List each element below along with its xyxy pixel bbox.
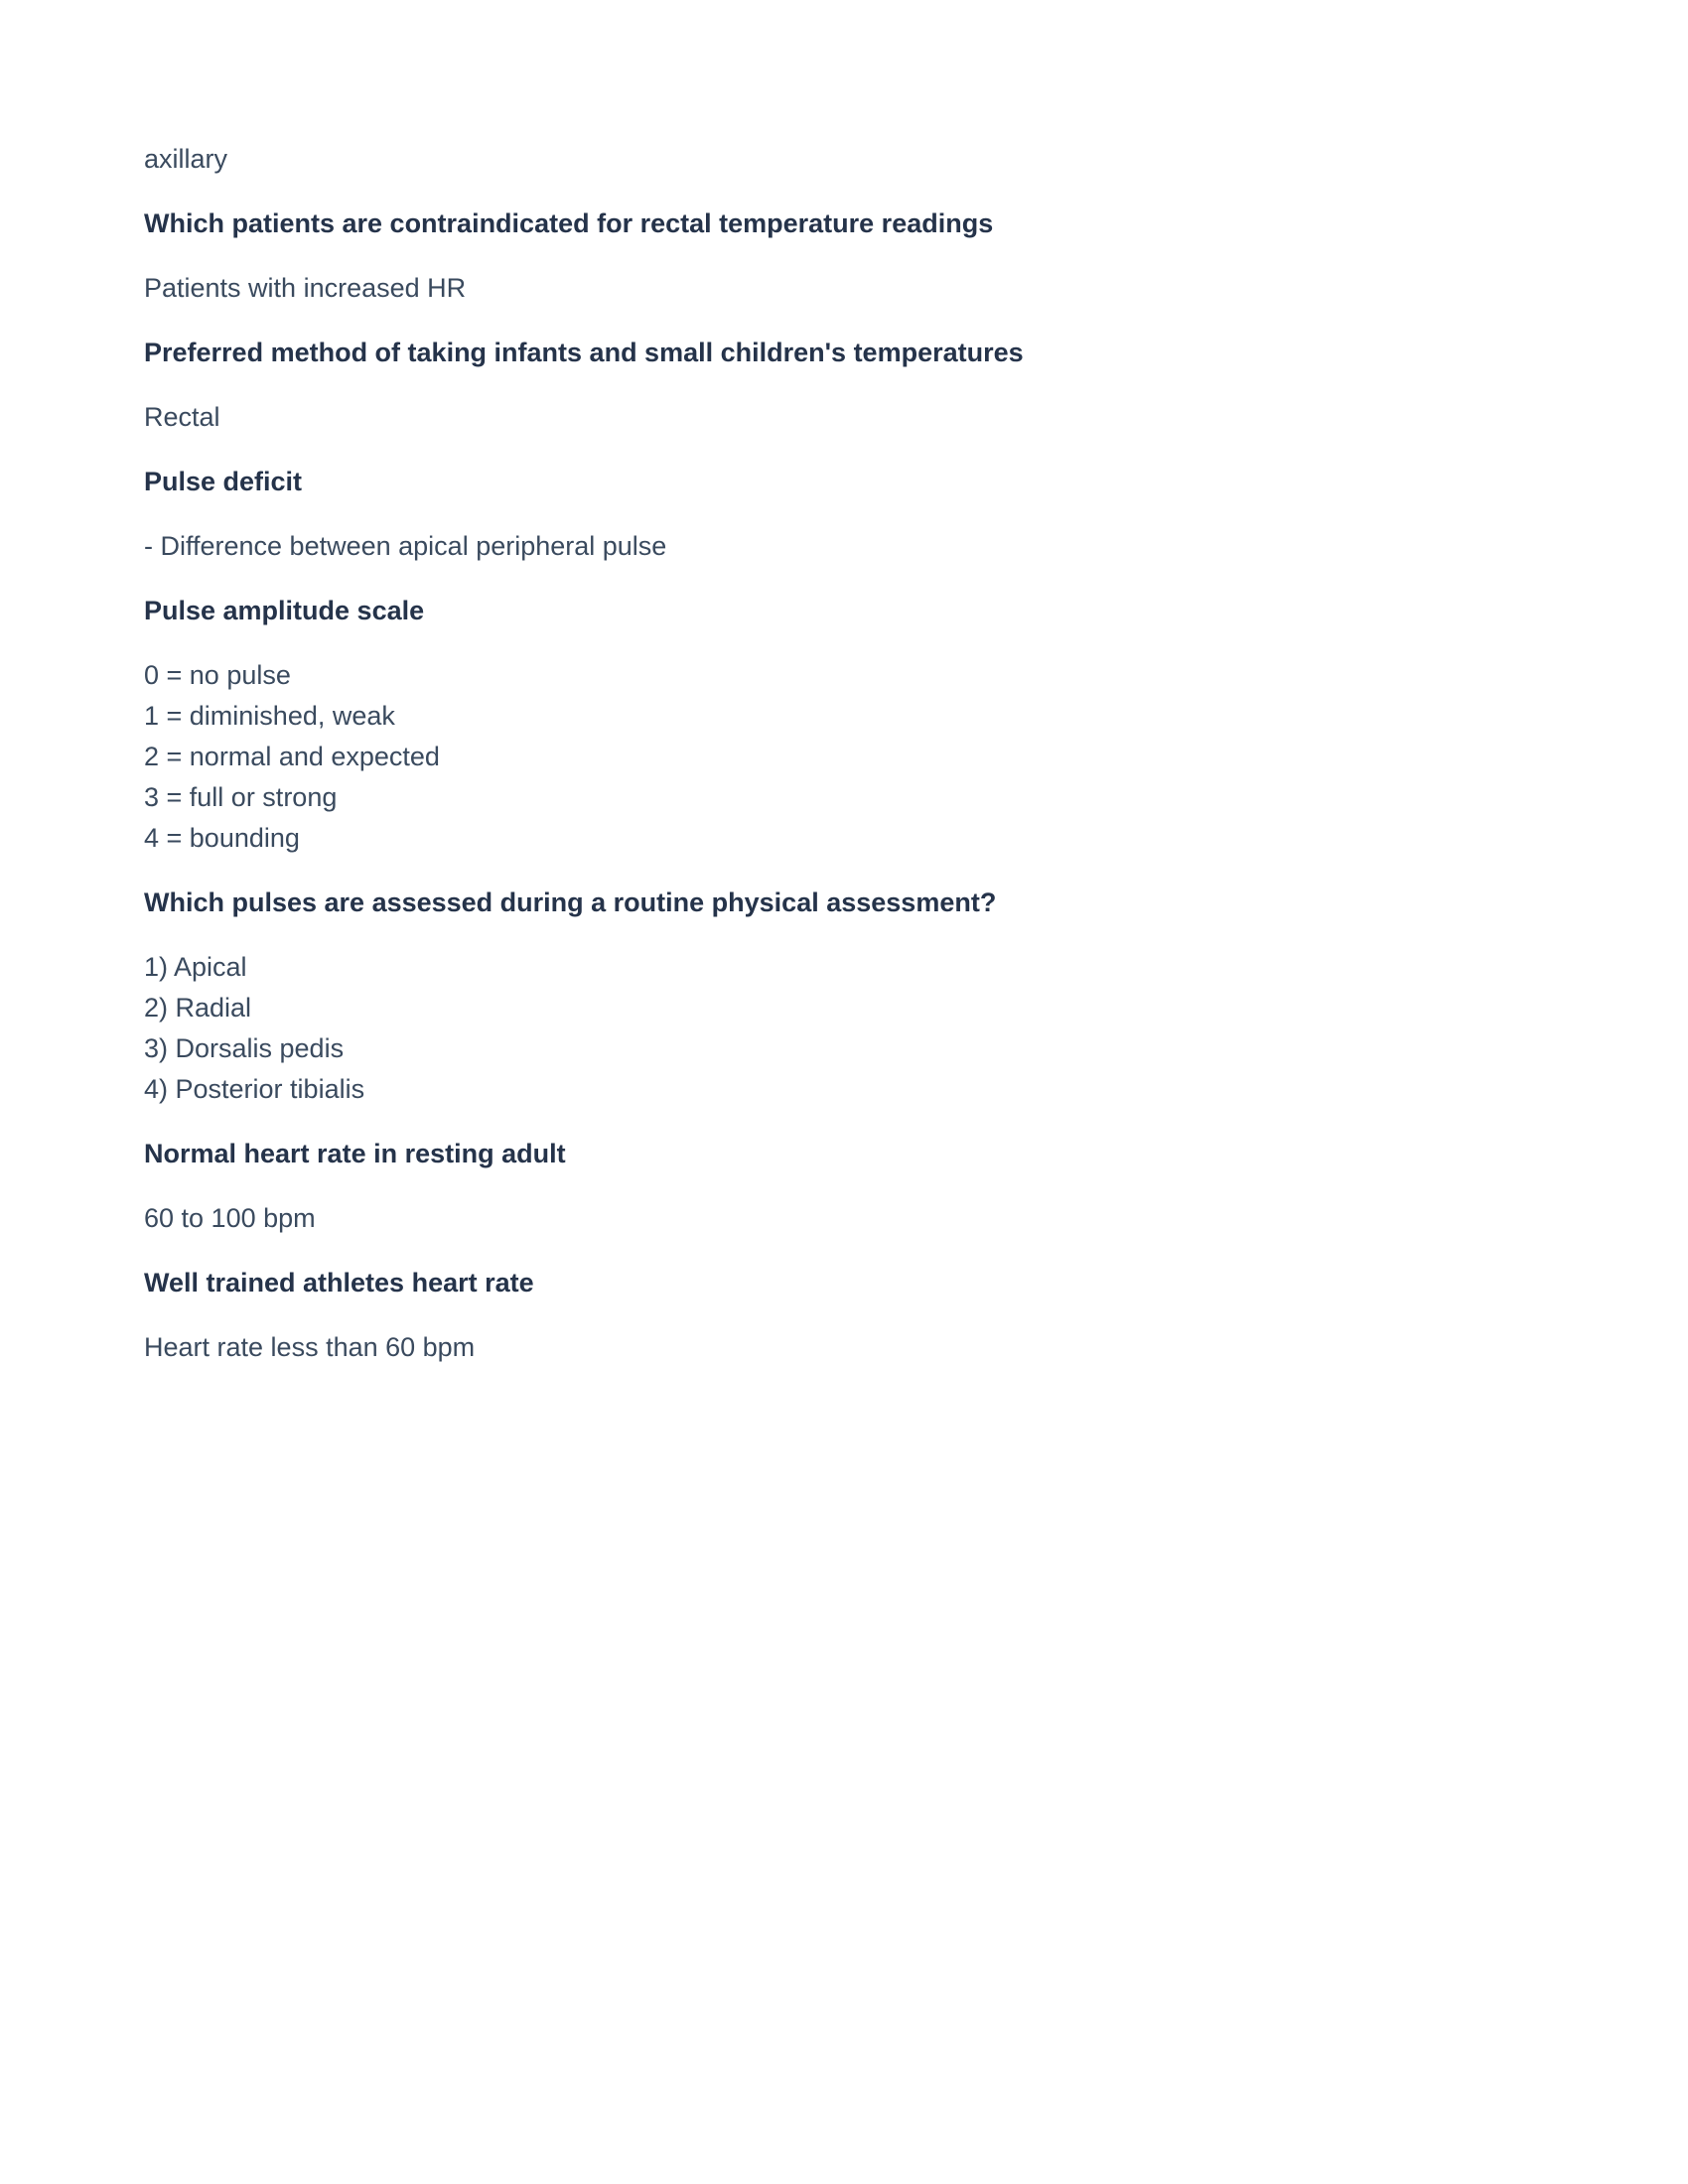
question-paragraph (144, 204, 1529, 244)
question-paragraph (144, 333, 1529, 373)
answer-paragraph (144, 268, 1529, 309)
answer-text: 0 = no pulse (144, 660, 291, 690)
answer-text: 1) Apical (144, 952, 247, 982)
answer-text: Rectal (144, 402, 220, 432)
answer-paragraph (144, 526, 1529, 567)
answer-paragraph (144, 397, 1529, 438)
answer-paragraph (144, 947, 1529, 1110)
question-text: Pulse deficit (144, 467, 303, 496)
question-paragraph (144, 883, 1529, 923)
document-body (144, 139, 1529, 1368)
question-text: Preferred method of taking infants and small children's temperatures (144, 338, 1024, 367)
answer-text: axillary (144, 144, 228, 174)
answer-text: 3 = full or strong (144, 782, 338, 812)
answer-text: 4) Posterior tibialis (144, 1074, 365, 1104)
answer-text: 2 = normal and expected (144, 742, 440, 771)
question-paragraph (144, 1263, 1529, 1303)
question-paragraph (144, 1134, 1529, 1174)
answer-text: 3) Dorsalis pedis (144, 1033, 345, 1063)
answer-paragraph (144, 1198, 1529, 1239)
question-text: Which patients are contraindicated for rectal temperature readings (144, 208, 994, 238)
answer-text: 60 to 100 bpm (144, 1203, 316, 1233)
question-text: Pulse amplitude scale (144, 596, 425, 625)
answer-text: 2) Radial (144, 993, 252, 1023)
question-text: Which pulses are assessed during a routine physical assessment? (144, 887, 997, 917)
question-paragraph (144, 462, 1529, 502)
answer-text: - Difference between apical peripheral pulse (144, 531, 667, 561)
question-text: Normal heart rate in resting adult (144, 1139, 566, 1168)
answer-paragraph (144, 1327, 1529, 1368)
answer-text: Heart rate less than 60 bpm (144, 1332, 476, 1362)
answer-text: 1 = diminished, weak (144, 701, 395, 731)
answer-text: Patients with increased HR (144, 273, 467, 303)
question-paragraph (144, 591, 1529, 631)
answer-paragraph (144, 655, 1529, 859)
question-text: Well trained athletes heart rate (144, 1268, 534, 1297)
answer-text: 4 = bounding (144, 823, 300, 853)
answer-paragraph (144, 139, 1529, 180)
